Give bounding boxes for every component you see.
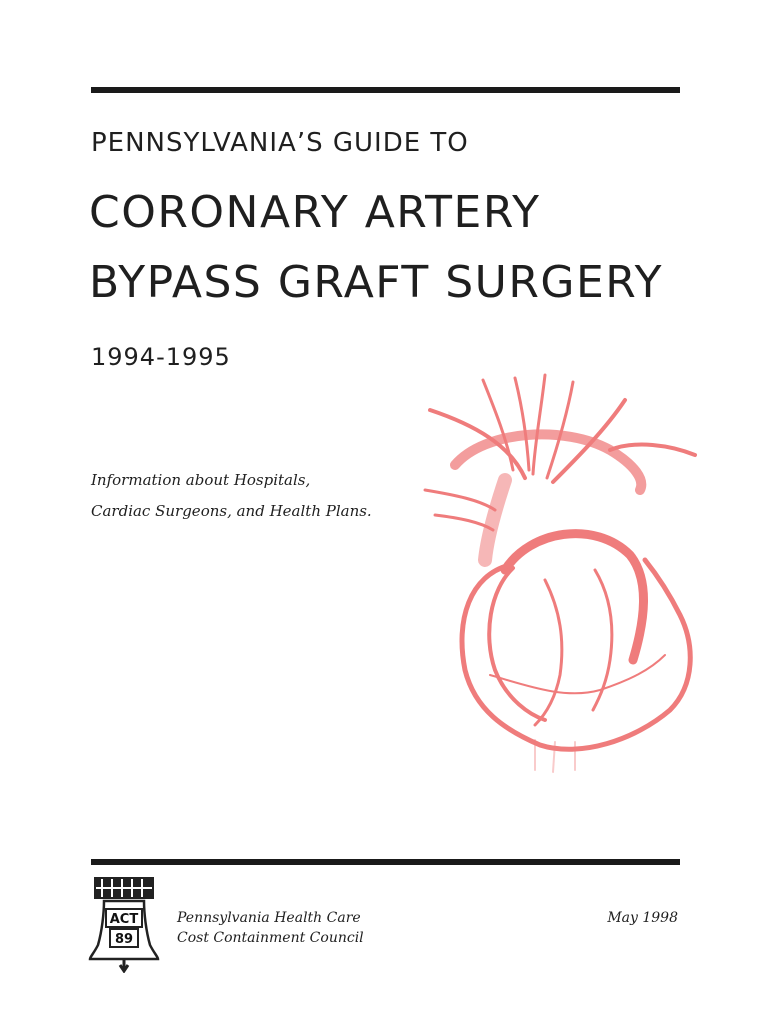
- bottom-rule: [91, 859, 680, 865]
- cover-kicker: PENNSYLVANIA’S GUIDE TO: [91, 128, 469, 158]
- cover-subtitle-line-1: Information about Hospitals,: [91, 471, 311, 489]
- logo-text-act: ACT: [109, 912, 139, 927]
- act-89-bell-logo: [84, 873, 164, 973]
- cover-title-line-2: BYPASS GRAFT SURGERY: [89, 257, 663, 308]
- logo-text-89: 89: [114, 932, 134, 947]
- council-name-line-1: Pennsylvania Health Care: [177, 910, 361, 926]
- cover-title-line-1: CORONARY ARTERY: [89, 187, 541, 238]
- publication-date: May 1998: [607, 910, 678, 926]
- council-name-line-2: Cost Containment Council: [177, 930, 364, 946]
- top-rule: [91, 87, 680, 93]
- cover-years: 1994-1995: [91, 343, 231, 371]
- heart-illustration: [395, 370, 710, 775]
- cover-subtitle-line-2: Cardiac Surgeons, and Health Plans.: [91, 502, 372, 520]
